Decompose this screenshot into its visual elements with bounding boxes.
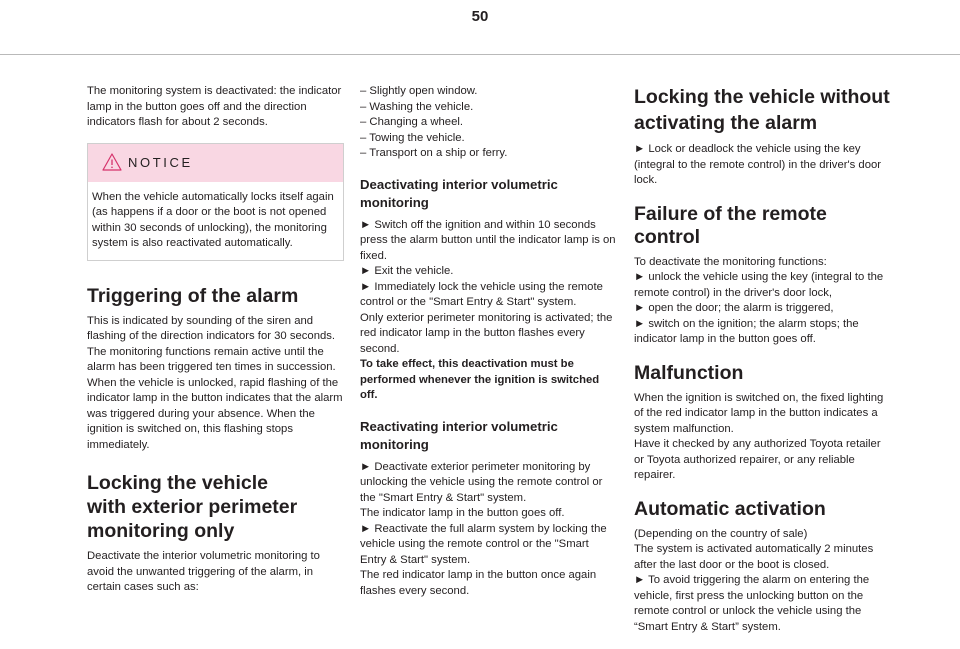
step-item: ► unlock the vehicle using the key (integral to the remote control) in the driver's door lock,	[634, 271, 884, 299]
notice-box	[87, 143, 344, 261]
step-item: ► Immediately lock the vehicle using the remote control or the "Smart Entry & Start" system.	[360, 280, 603, 308]
deactivating-bold-note: To take effect, this deactivation must be performed whenever the ignition is switched off.	[360, 358, 600, 401]
step-item: ► Switch off the ignition and within 10 seconds press the alarm button until the indicator lamp is on fixed.	[360, 218, 616, 262]
step-item: ► Reactivate the full alarm system by locking the vehicle using the remote control or the "Smart Entry & Start" system.	[360, 522, 607, 566]
automatic-paragraph-1: (Depending on the country of sale)	[634, 527, 808, 540]
step-item: ► To avoid triggering the alarm on entering the vehicle, first press the unlocking button on the remote control or unlock the vehicle using the “Smart Entry & Start” system.	[634, 574, 870, 633]
step-item: ► Lock or deadlock the vehicle using the key (integral to the remote control) in the driver's door lock.	[634, 143, 882, 186]
triggering-paragraph-1: This is indicated by sounding of the siren and flashing of the direction indicators for 30 seconds.	[87, 314, 336, 342]
heading-reactivating: Reactivating interior volumetric monitoring	[360, 418, 558, 452]
heading-line-1: Locking the vehicle	[87, 472, 268, 494]
heading-automatic: Automatic activation	[634, 497, 826, 520]
list-item: – Transport on a ship or ferry.	[360, 147, 508, 159]
malfunction-paragraph-1: When the ignition is switched on, the fixed lighting of the red indicator lamp in the button indicates a system malfunction.	[634, 391, 884, 435]
column-middle	[360, 84, 617, 599]
heading-locking-without	[634, 84, 891, 136]
header-divider	[0, 54, 960, 55]
heading-line-2: with exterior perimeter	[87, 496, 298, 518]
heading-failure: Failure of the remote control	[634, 202, 827, 248]
step-item: ► open the door; the alarm is triggered,	[634, 302, 834, 314]
heading-line-3: monitoring only	[87, 520, 235, 542]
heading-line-2: activating the alarm	[634, 112, 818, 134]
heading-line-1: Locking the vehicle without	[634, 86, 890, 108]
column-right	[634, 84, 891, 635]
locking-exterior-paragraph: Deactivate the interior volumetric monitoring to avoid the unwanted triggering of the alarm, in certain cases such as:	[87, 550, 320, 593]
list-item: – Towing the vehicle.	[360, 131, 465, 144]
triggering-paragraph-2: The monitoring functions remain active until the alarm has been triggered ten times in succession.	[87, 345, 336, 373]
step-item: ► Exit the vehicle.	[360, 265, 454, 277]
page-number: 50	[471, 8, 489, 25]
notice-header	[88, 144, 343, 182]
list-item: – Changing a wheel.	[360, 116, 464, 128]
list-item: – Washing the vehicle.	[360, 100, 474, 113]
column-left	[87, 84, 344, 596]
triggering-paragraph-3: When the vehicle is unlocked, rapid flashing of the indicator lamp in the button indicates that the alarm was triggered during your absence. When the ignition is switched on, this flashing stops immediately.	[87, 376, 343, 451]
intro-paragraph: The monitoring system is deactivated: the indicator lamp in the button goes off and the direction indicators flash for about 2 seconds.	[87, 85, 342, 128]
heading-deactivating: Deactivating interior volumetric monitoring	[360, 176, 558, 210]
notice-text: When the vehicle automatically locks itself again (as happens if a door or the boot is not opened within 30 seconds of unlocking), the monitoring system is also reactivated automatically.	[92, 190, 334, 249]
automatic-paragraph-2: The system is activated automatically 2 minutes after the last door or the boot is closed.	[634, 543, 874, 571]
reactivating-paragraph-1: The indicator lamp in the button goes off.	[360, 507, 565, 519]
heading-locking-exterior	[87, 471, 344, 543]
malfunction-paragraph-2: Have it checked by any authorized Toyota retailer or Toyota authorized repairer, or any reliable repairer.	[634, 438, 881, 481]
heading-triggering: Triggering of the alarm	[87, 284, 299, 307]
step-item: ► switch on the ignition; the alarm stops; the indicator lamp in the button goes off.	[634, 317, 859, 345]
heading-malfunction: Malfunction	[634, 361, 744, 384]
notice-body	[88, 182, 343, 260]
warning-triangle-icon	[102, 153, 122, 176]
reactivating-paragraph-2: The red indicator lamp in the button once again flashes every second.	[360, 569, 597, 597]
notice-label: NOTICE	[128, 154, 193, 170]
deactivating-paragraph: Only exterior perimeter monitoring is activated; the red indicator lamp in the button flashes every second.	[360, 311, 613, 355]
failure-paragraph: To deactivate the monitoring functions:	[634, 255, 827, 268]
step-item: ► Deactivate exterior perimeter monitoring by unlocking the vehicle using the remote control or the "Smart Entry & Start" system.	[360, 460, 603, 504]
list-item: – Slightly open window.	[360, 85, 478, 97]
